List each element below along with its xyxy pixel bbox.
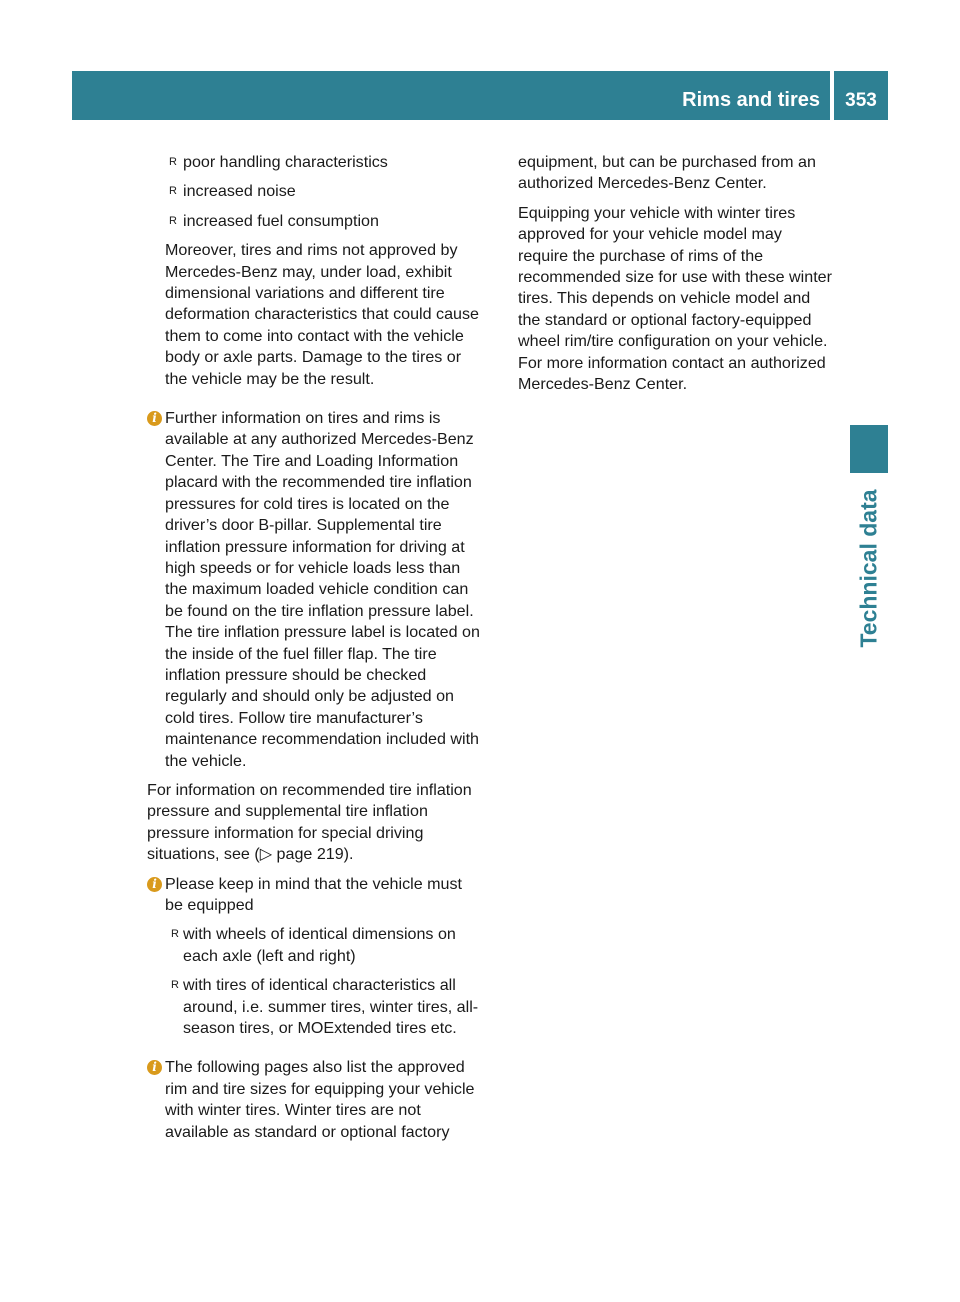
paragraph-moreover: Moreover, tires and rims not approved by Mercedes-Benz may, under load, exhibit dimensional variations and different tire deformation characteristics that could cause them to come into contact with the vehicle body or axle parts. Damage to the tires or the vehicle may be the result. [165, 241, 479, 388]
bullet-icon: R [171, 979, 179, 992]
section-header [72, 71, 830, 120]
chapter-tab-marker [850, 425, 888, 473]
section-title: Rims and tires [682, 89, 820, 111]
bullet-icon: R [169, 156, 177, 168]
list-item: R with tires of identical characteristics all around, i.e. summer tires, winter tires, all-season tires, or MOExtended tires etc. [171, 976, 479, 1038]
info-icon: i [147, 877, 162, 892]
list-item: R increased fuel consumption [147, 211, 483, 232]
paragraph-for-information: For information on recommended tire inflation pressure and supplemental tire inflation pressure information for special driving situations, see (▷ page 219). [147, 780, 472, 864]
right-column [518, 152, 836, 403]
info-note-following: i The following pages also list the approved rim and tire sizes for equipping your vehicle with winter tires. Winter tires are not available as standard or optional factory [147, 1057, 483, 1143]
list-item: R poor handling characteristics [147, 152, 483, 173]
chapter-side-label [851, 483, 887, 653]
bullet-icon: R [169, 185, 177, 198]
info-note-further: i Further information on tires and rims is available at any authorized Mercedes-Benz Center. The Tire and Loading Information placard with the recommended tire inflation pressures for cold tires is located on the driver’s door B-pillar. Supplemental tire inflation pressure information for driving at high speeds or for vehicle loads less than the maximum loaded vehicle condition can be found on the tire inflation pressure label. The tire inflation pressure label is located on the inside of the fuel filler flap. The tire inflation pressure should be checked regularly and should only be adjusted on cold tires. Follow tire manufacturer’s maintenance recommendation included with the vehicle. [147, 408, 483, 772]
info-icon: i [147, 1060, 162, 1075]
paragraph-continued: equipment, but can be purchased from an authorized Mercedes-Benz Center. [518, 153, 816, 193]
bullet-icon: R [169, 214, 177, 227]
page-number-box [834, 71, 888, 120]
info-note-keep-in-mind: i Please keep in mind that the vehicle must be equipped R with wheels of identical dimensions on each axle (left and right) R with tires of identical characteristics all around, i.e. summer tires, winter tires, all-season tires, or MOExtended tires etc. [147, 874, 483, 1040]
bullet-icon: R [171, 928, 179, 941]
paragraph-equipping: Equipping your vehicle with winter tires approved for your vehicle model may require the purchase of rims of the recommended size for use with these winter tires. This depends on vehicle model and the standard or optional factory-equipped wheel rim/tire configuration on your vehicle. For more information contact an authorized Mercedes-Benz Center. [518, 203, 832, 394]
info-icon: i [147, 411, 162, 426]
page-number: 353 [845, 90, 877, 111]
left-column [147, 152, 483, 1151]
list-item: R with wheels of identical dimensions on each axle (left and right) [171, 925, 456, 965]
list-item: R increased noise [147, 181, 483, 202]
chapter-label-text: Technical data [855, 488, 882, 648]
